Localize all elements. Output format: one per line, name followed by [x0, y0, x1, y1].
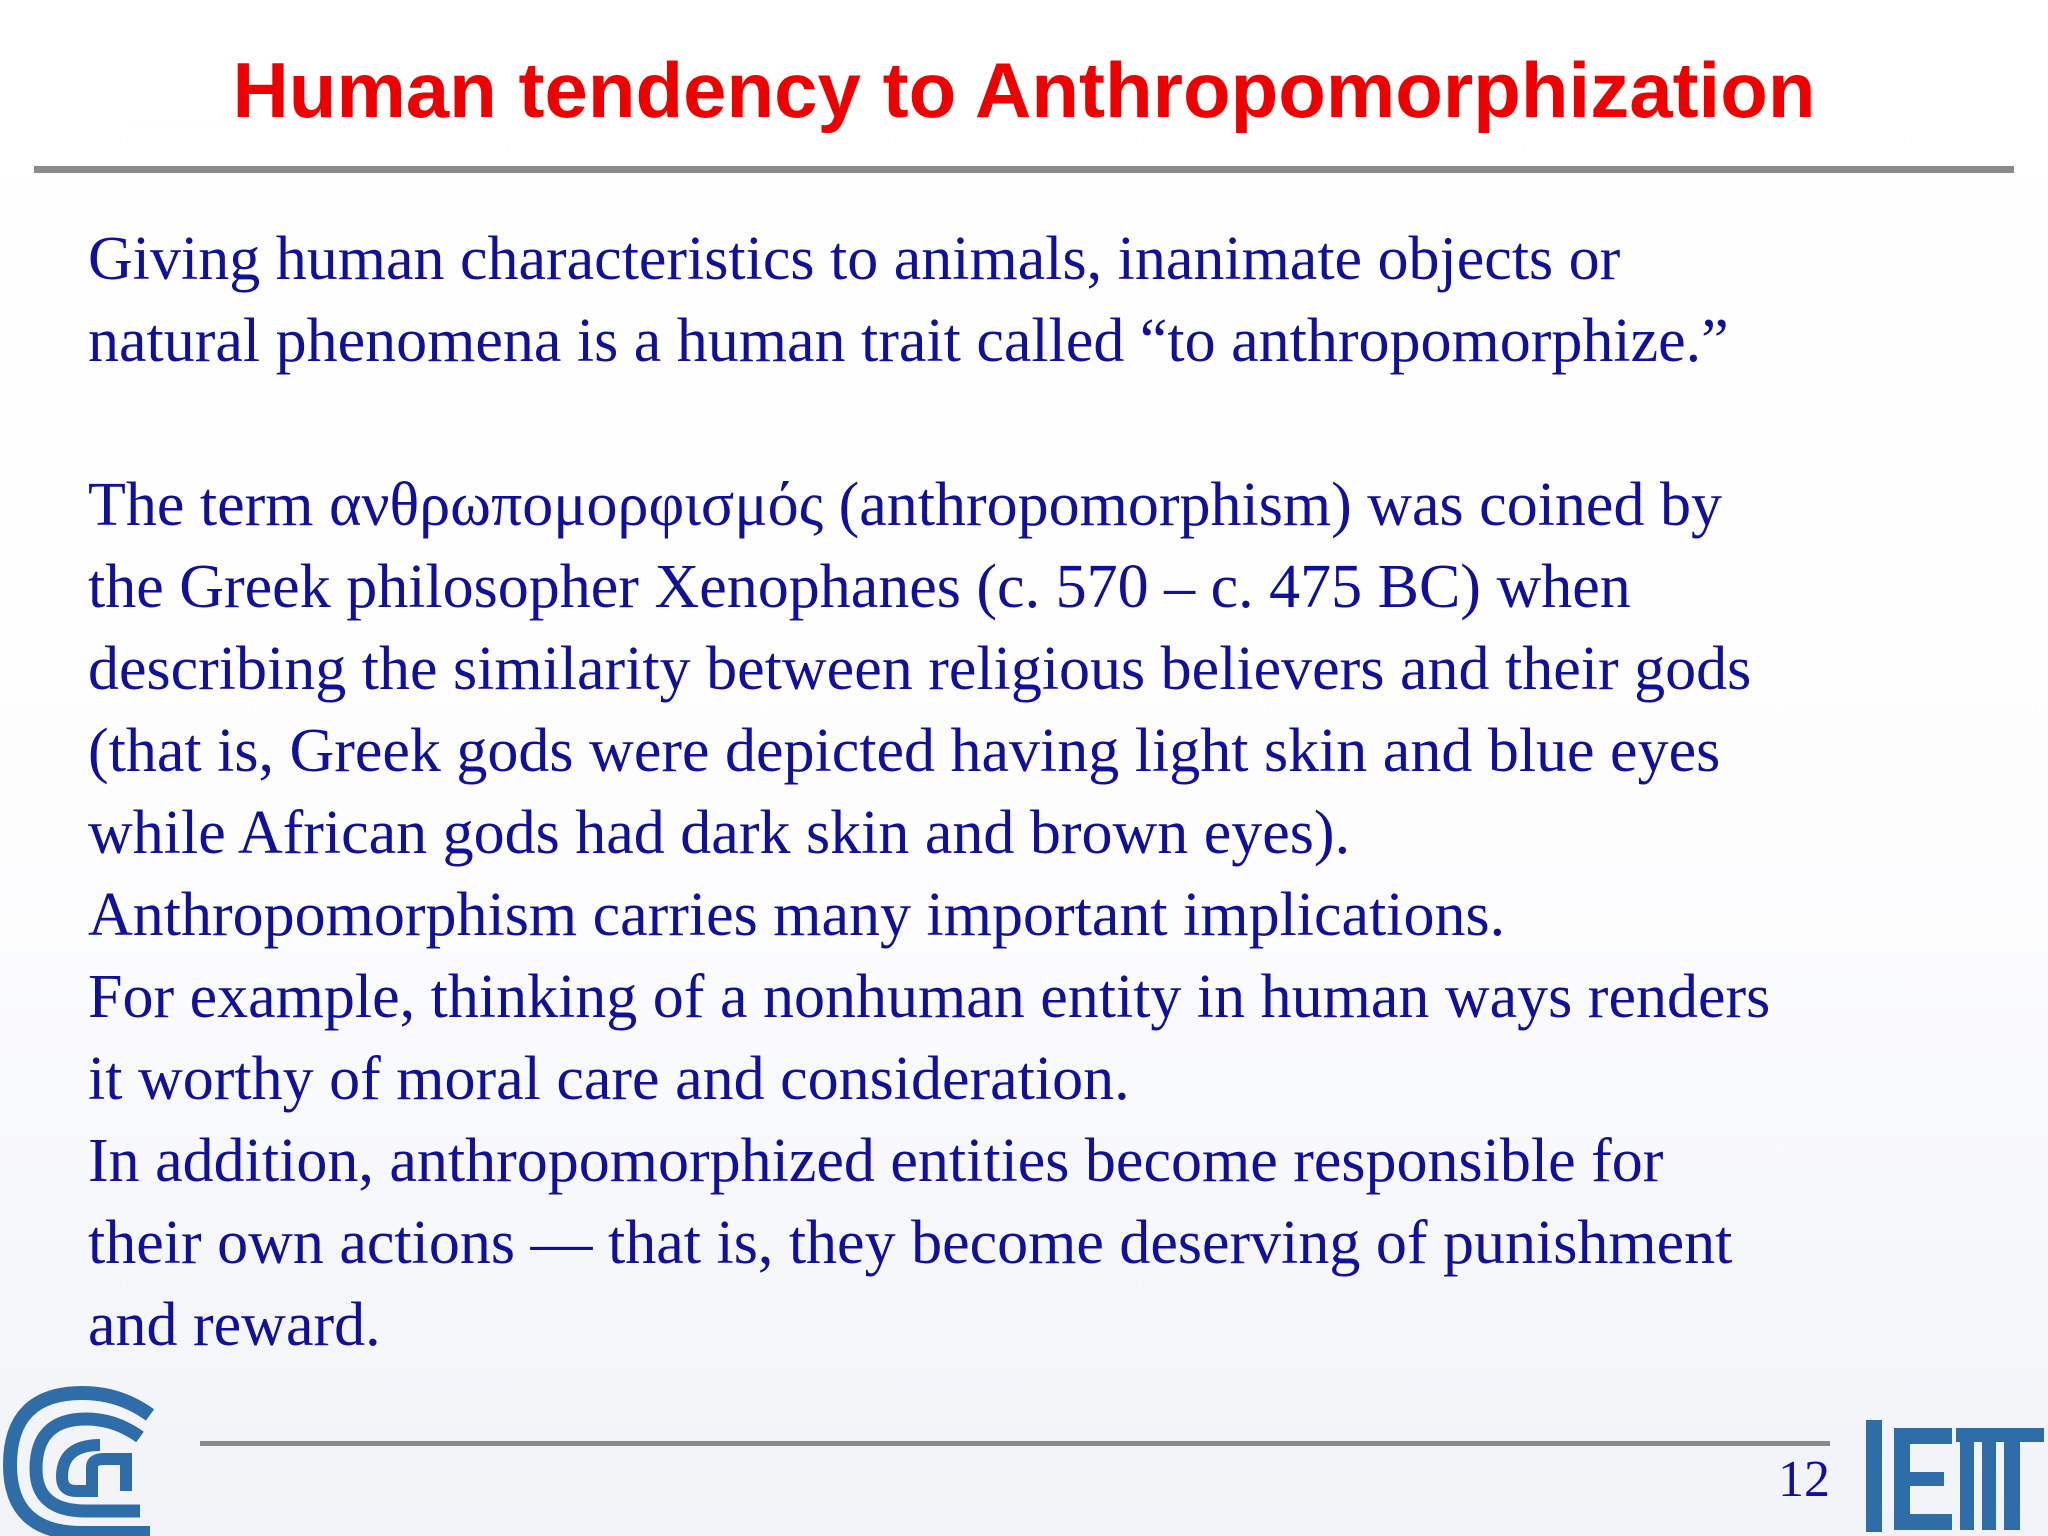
body-line: (that is, Greek gods were depicted having light skin and blue eyes: [88, 717, 1721, 785]
body-line: natural phenomena is a human trait called “to anthropomorphize.”: [88, 307, 1729, 375]
body-line: In addition, anthropomorphized entities become responsible for: [88, 1127, 1664, 1195]
body-line: For example, thinking of a nonhuman entity in human ways renders: [88, 963, 1771, 1031]
body-line: The term ανθρωπομορφισμός (anthropomorphism) was coined by: [88, 471, 1722, 539]
paragraph-gap: [88, 382, 2023, 464]
body-line: their own actions — that is, they become deserving of punishment: [88, 1209, 1733, 1277]
slide-body: [88, 218, 2023, 1366]
iit-logo: [1860, 1410, 2048, 1536]
body-line: describing the similarity between religious believers and their gods: [88, 635, 1752, 703]
body-line: the Greek philosopher Xenophanes (c. 570 – c. 475 BC) when: [88, 553, 1631, 621]
footer-divider: [200, 1441, 1830, 1446]
body-line: while African gods had dark skin and brown eyes).: [88, 799, 1351, 867]
body-line: Anthropomorphism carries many important implications.: [88, 881, 1506, 949]
title-divider: [34, 166, 2014, 173]
page-number: 12: [1778, 1451, 1830, 1508]
slide-title: Human tendency to Anthropomorphization: [232, 46, 1816, 134]
cnr-logo: [0, 1385, 165, 1536]
body-line: Giving human characteristics to animals, inanimate objects or: [88, 225, 1621, 293]
body-line: and reward.: [88, 1291, 381, 1359]
body-line: it worthy of moral care and consideration.: [88, 1045, 1130, 1113]
